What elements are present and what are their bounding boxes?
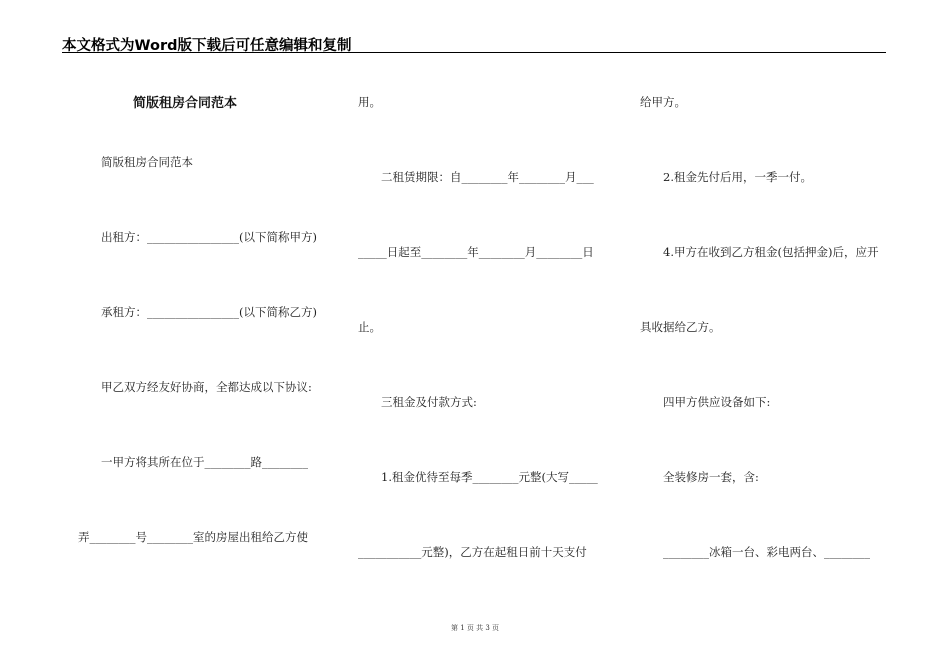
header-rule: [62, 52, 886, 53]
col2-line: _____日起至________年________月________日: [358, 245, 594, 259]
col2-line: 用。: [358, 95, 381, 109]
col1-line: 甲乙双方经友好协商，全都达成以下协议:: [101, 380, 312, 394]
col1-line: 一甲方将其所在位于________路________: [101, 455, 308, 469]
col2-line: 三租金及付款方式:: [381, 395, 477, 409]
col3-line: 4.甲方在收到乙方租金(包括押金)后，应开: [663, 245, 879, 259]
col2-line: ___________元整)，乙方在起租日前十天支付: [358, 545, 587, 559]
col3-line: 给甲方。: [640, 95, 686, 109]
col2-line: 止。: [358, 320, 381, 334]
col3-line: 四甲方供应设备如下:: [663, 395, 771, 409]
col1-line: 承租方：________________(以下简称乙方): [101, 305, 317, 319]
col1-line: 出租方：________________(以下简称甲方): [101, 230, 317, 244]
col3-line: ________冰箱一台、彩电两台、________: [663, 545, 870, 559]
document-title: 简版租房合同范本: [133, 96, 238, 111]
col1-line: 弄________号________室的房屋出租给乙方使: [78, 530, 308, 544]
page-footer: 第 1 页 共 3 页: [450, 624, 500, 632]
col3-line: 具收据给乙方。: [640, 320, 721, 334]
col2-line: 1.租金优待至每季________元整(大写_____: [381, 470, 598, 484]
col3-line: 全装修房一套，含:: [663, 470, 759, 484]
col3-line: 2.租金先付后用，一季一付。: [663, 170, 812, 184]
header-title: 本文格式为Word版下载后可任意编辑和复制: [62, 38, 352, 54]
col2-line: 二租赁期限：自________年________月___: [381, 170, 594, 184]
col1-line: 简版租房合同范本: [101, 155, 193, 169]
